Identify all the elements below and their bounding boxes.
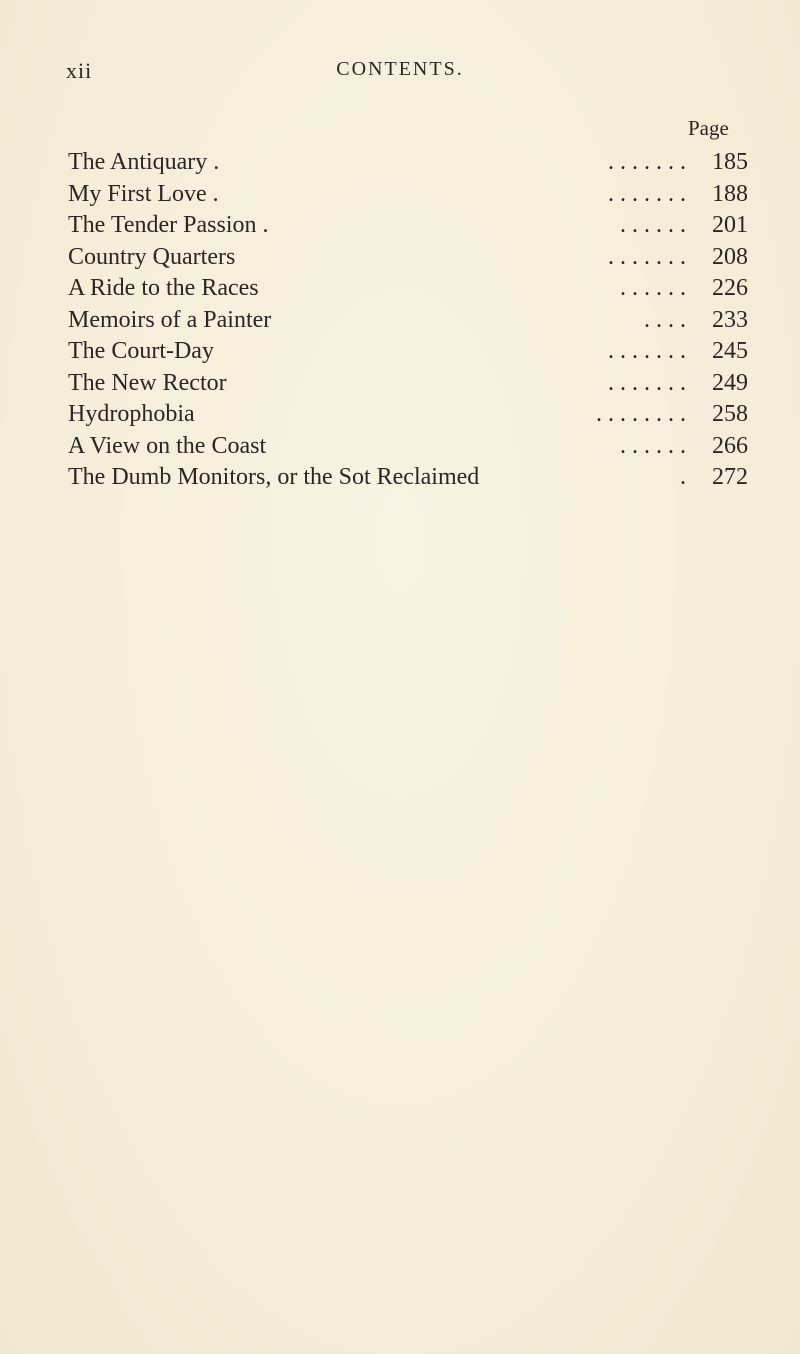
entry-page-number: 258 xyxy=(712,401,748,427)
dot-leader: . . . . . . . xyxy=(608,338,686,364)
dot-leader: . . . . . . . . xyxy=(596,401,686,427)
entry-title: The Dumb Monitors, or the Sot Reclaimed xyxy=(68,464,480,490)
contents-entry xyxy=(68,147,748,179)
contents-entry xyxy=(68,179,748,211)
dot-leader: . . . . . . . xyxy=(608,243,686,270)
contents-entry xyxy=(68,368,748,400)
dot-leader: . . . . xyxy=(644,306,686,333)
contents-entry xyxy=(68,431,748,463)
entry-page-number: 233 xyxy=(712,306,748,333)
contents-list xyxy=(68,147,748,494)
dot-leader: . xyxy=(680,464,686,490)
entry-page-number: 249 xyxy=(712,369,748,396)
contents-entry xyxy=(68,273,748,305)
page-column-label: Page xyxy=(688,116,729,140)
dot-leader: . . . . . . xyxy=(620,275,686,301)
entry-page-number: 188 xyxy=(712,180,748,207)
contents-entry xyxy=(68,399,748,431)
dot-leader: . . . . . . xyxy=(620,432,686,459)
entry-title: The Antiquary . xyxy=(68,149,220,175)
entry-page-number: 201 xyxy=(712,212,748,238)
entry-page-number: 245 xyxy=(712,338,748,364)
entry-title: Memoirs of a Painter xyxy=(68,306,272,333)
contents-entry xyxy=(68,210,748,242)
contents-entry xyxy=(68,336,748,368)
contents-entry xyxy=(68,242,748,274)
entry-title: A View on the Coast xyxy=(68,432,267,459)
entry-page-number: 185 xyxy=(712,149,748,175)
entry-title: My First Love . xyxy=(68,180,219,207)
contents-entry xyxy=(68,462,748,494)
dot-leader: . . . . . . . xyxy=(608,369,686,396)
dot-leader: . . . . . . . xyxy=(608,149,686,175)
entry-page-number: 266 xyxy=(712,432,748,459)
running-head xyxy=(0,58,800,88)
entry-page-number: 226 xyxy=(712,275,748,301)
entry-title: The New Rector xyxy=(68,369,227,396)
entry-title: The Court-Day xyxy=(68,338,214,364)
entry-title: The Tender Passion . xyxy=(68,212,269,238)
dot-leader: . . . . . . . xyxy=(608,180,686,207)
entry-title: Hydrophobia xyxy=(68,401,195,427)
entry-title: A Ride to the Races xyxy=(68,275,259,301)
dot-leader: . . . . . . xyxy=(620,212,686,238)
entry-title: Country Quarters xyxy=(68,243,236,270)
running-head-title: CONTENTS. xyxy=(336,58,464,80)
entry-page-number: 272 xyxy=(712,464,748,490)
page-number: xii xyxy=(66,58,93,83)
entry-page-number: 208 xyxy=(712,243,748,270)
contents-entry xyxy=(68,305,748,337)
